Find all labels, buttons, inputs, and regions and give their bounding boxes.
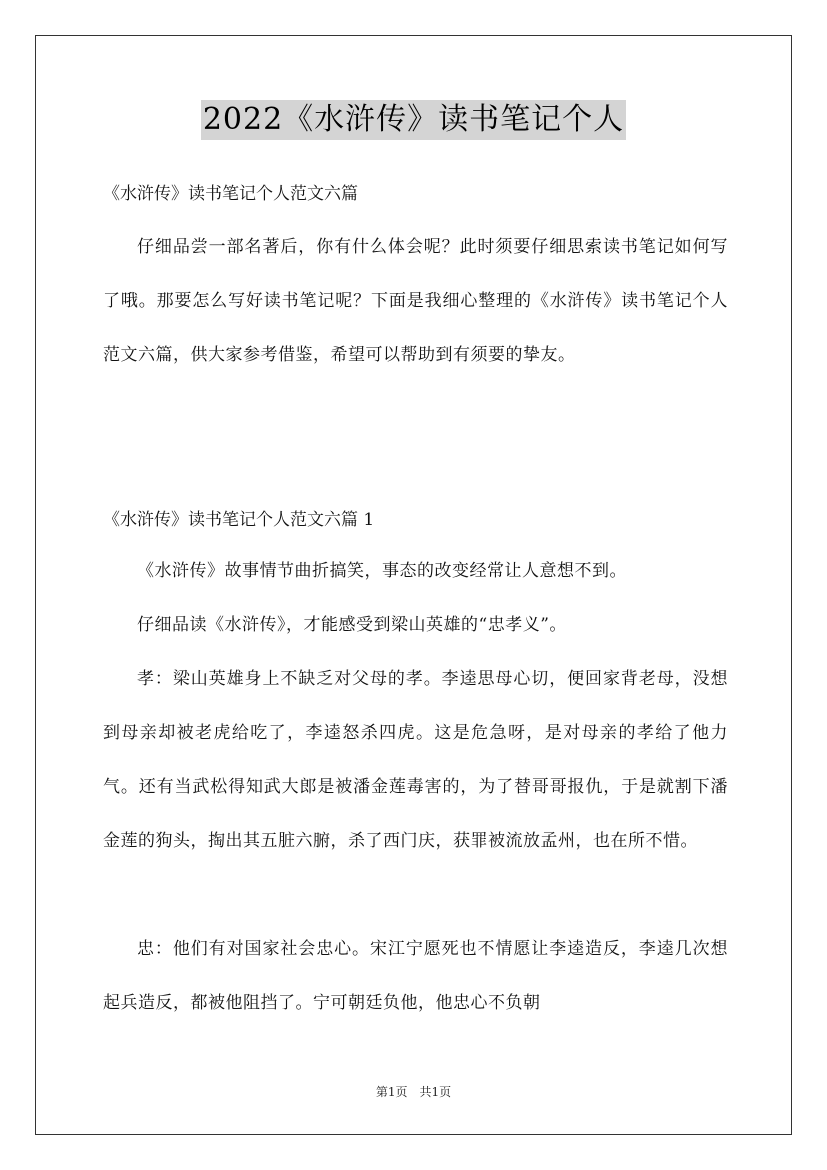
intro-paragraph: 仔细品尝一部名著后，你有什么体会呢？此时须要仔细思索读书笔记如何写了哦。那要怎么写好读书笔记呢？下面是我细心整理的《水浒传》读书笔记个人范文六篇，供大家参考借鉴，希望可以帮助到有须要的挚友。 bbox=[103, 237, 728, 365]
body-paragraph: 仔细品读《水浒传》，才能感受到梁山英雄的“忠孝义”。 bbox=[137, 615, 567, 635]
document-title-wrap bbox=[0, 100, 827, 140]
document-subtitle: 《水浒传》读书笔记个人范文六篇 bbox=[103, 184, 358, 204]
body-paragraph: 孝：梁山英雄身上不缺乏对父母的孝。李逵思母心切，便回家背老母，没想到母亲却被老虎给吃了，李逵怒杀四虎。这是危急呀，是对母亲的孝给了他力气。还有当武松得知武大郎是被潘金莲毒害的，为了替哥哥报仇，于是就割下潘金莲的狗头，掏出其五脏六腑，杀了西门庆，获罪被流放孟州，也在所不惜。 bbox=[103, 669, 728, 851]
body-paragraph: 《水浒传》故事情节曲折搞笑，事态的改变经常让人意想不到。 bbox=[137, 561, 627, 581]
body-paragraph: 忠：他们有对国家社会忠心。宋江宁愿死也不情愿让李逵造反，李逵几次想起兵造反，都被他阻挡了。宁可朝廷负他，他忠心不负朝 bbox=[103, 939, 728, 1013]
section-heading-1: 《水浒传》读书笔记个人范文六篇 1 bbox=[103, 510, 375, 530]
page-number: 第1页 共1页 bbox=[375, 1085, 452, 1099]
document-title: 2022《水浒传》读书笔记个人 bbox=[201, 100, 626, 140]
